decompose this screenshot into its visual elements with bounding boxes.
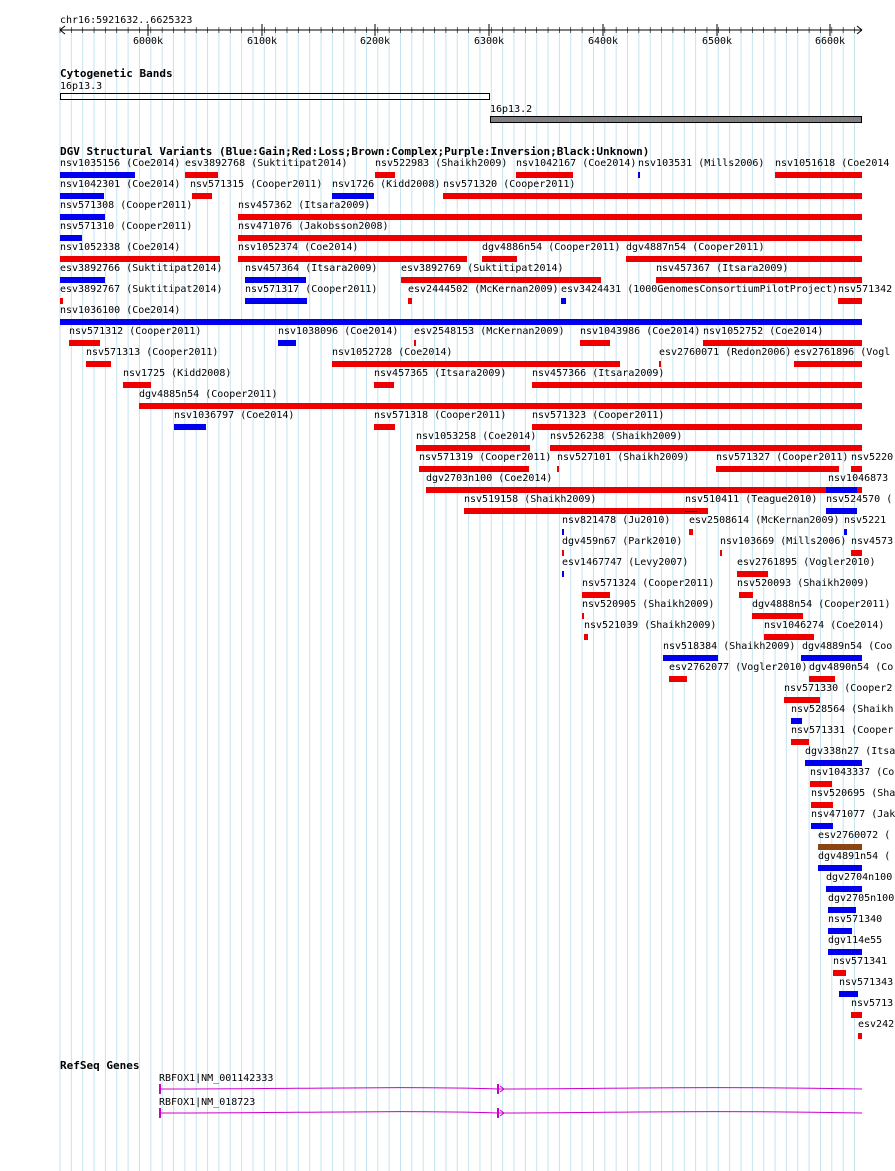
variant-label: dgv4890n54 (Co <box>809 662 894 673</box>
variant-label: dgv4888n54 (Cooper2011) <box>752 599 891 610</box>
variant-label: nsv1042167 (Coe2014) <box>516 158 637 169</box>
variant-label: nsv4573 <box>851 536 894 547</box>
variant-label: nsv571317 (Cooper2011) <box>245 284 378 295</box>
variant-label: nsv571342 <box>838 284 893 295</box>
variant-label: nsv524570 ( <box>826 494 893 505</box>
transcript-model[interactable] <box>159 1108 862 1118</box>
variant-label: nsv520093 (Shaikh2009) <box>737 578 870 589</box>
variant-label: nsv571313 (Cooper2011) <box>86 347 219 358</box>
variant-label: esv2444502 (McKernan2009) <box>408 284 559 295</box>
variant-label: dgv459n67 (Park2010) <box>562 536 683 547</box>
ruler-tick-label: 6300k <box>473 36 505 47</box>
variant-label: dgv4885n54 (Cooper2011) <box>139 389 278 400</box>
variant-label: esv3892767 (Suktitipat2014) <box>60 284 223 295</box>
variant-label: esv2548153 (McKernan2009) <box>414 326 565 337</box>
variant-label: nsv571320 (Cooper2011) <box>443 179 576 190</box>
variant-label: dgv2703n100 (Coe2014) <box>426 473 553 484</box>
variant-label: nsv571327 (Cooper2011) <box>716 452 849 463</box>
variant-label: esv2508614 (McKernan2009) <box>689 515 840 526</box>
variant-label: nsv457366 (Itsara2009) <box>532 368 665 379</box>
variant-label: nsv5713 <box>851 998 894 1009</box>
variant-label: nsv1036100 (Coe2014) <box>60 305 181 316</box>
variant-label: nsv1052728 (Coe2014) <box>332 347 453 358</box>
variant-label: nsv520695 (Sha <box>811 788 895 799</box>
variant-label: nsv1053258 (Coe2014) <box>416 431 537 442</box>
variant-label: nsv5220 <box>851 452 894 463</box>
variant-label: esv1467747 (Levy2007) <box>562 557 689 568</box>
variant-label: dgv338n27 (Itsa <box>805 746 895 757</box>
variant-label: nsv571331 (Cooper <box>791 725 894 736</box>
cytoband-label-16p13-3: 16p13.3 <box>60 81 103 92</box>
variant-label: nsv457365 (Itsara2009) <box>374 368 507 379</box>
variant-label: nsv821478 (Ju2010) <box>562 515 671 526</box>
variant-label: nsv528564 (Shaikh <box>791 704 894 715</box>
cytoband-track-title: Cytogenetic Bands <box>60 67 173 80</box>
region-label: chr16:5921632..6625323 <box>60 15 193 26</box>
variant-label: nsv518384 (Shaikh2009) <box>663 641 796 652</box>
ruler-tick-label: 6500k <box>701 36 733 47</box>
variant-label: nsv527101 (Shaikh2009) <box>557 452 690 463</box>
variant-label: nsv571323 (Cooper2011) <box>532 410 665 421</box>
variant-label: esv2762077 (Vogler2010) <box>669 662 808 673</box>
ruler-tick-label: 6600k <box>814 36 846 47</box>
transcript-model[interactable] <box>159 1084 862 1094</box>
dgv-track-title: DGV Structural Variants (Blue:Gain;Red:Loss;Brown:Complex;Purple:Inversion;Black:Unknown) <box>60 145 650 158</box>
variant-label: esv242 <box>858 1019 895 1030</box>
variant-label: dgv4886n54 (Cooper2011) <box>482 242 621 253</box>
variant-label: esv2760072 ( <box>818 830 891 841</box>
variant-label: nsv571341 <box>833 956 888 967</box>
variant-label: nsv571324 (Cooper2011) <box>582 578 715 589</box>
variant-label: esv2761896 (Vogl <box>794 347 891 358</box>
variant-label: nsv519158 (Shaikh2009) <box>464 494 597 505</box>
variant-label: dgv4891n54 ( <box>818 851 891 862</box>
variant-label: esv2760071 (Redon2006) <box>659 347 792 358</box>
variant-label: nsv1043986 (Coe2014) <box>580 326 701 337</box>
variant-label: nsv5221 <box>844 515 887 526</box>
ruler-tick-label: 6200k <box>359 36 391 47</box>
variant-label: nsv520905 (Shaikh2009) <box>582 599 715 610</box>
variant-label: nsv457364 (Itsara2009) <box>245 263 378 274</box>
variant-label: nsv1725 (Kidd2008) <box>123 368 232 379</box>
refseq-track-title: RefSeq Genes <box>60 1059 140 1072</box>
variant-label: nsv1052374 (Coe2014) <box>238 242 359 253</box>
transcript-label: RBFOX1|NM_001142333 <box>159 1073 274 1084</box>
variant-label: esv3892769 (Suktitipat2014) <box>401 263 564 274</box>
variant-label: nsv571310 (Cooper2011) <box>60 221 193 232</box>
variant-label: nsv1052338 (Coe2014) <box>60 242 181 253</box>
variant-label: nsv1038096 (Coe2014) <box>278 326 399 337</box>
variant-label: dgv4889n54 (Coo <box>802 641 893 652</box>
variant-label: nsv571319 (Cooper2011) <box>419 452 552 463</box>
variant-label: nsv457362 (Itsara2009) <box>238 200 371 211</box>
variant-label: esv3424431 (1000GenomesConsortiumPilotProject) <box>561 284 838 295</box>
ruler-tick-label: 6100k <box>246 36 278 47</box>
variant-label: nsv571340 <box>828 914 883 925</box>
variant-label: nsv571308 (Cooper2011) <box>60 200 193 211</box>
transcript-label: RBFOX1|NM_018723 <box>159 1097 256 1108</box>
cytoband-label-16p13-2: 16p13.2 <box>490 104 533 115</box>
variant-label: nsv1035156 (Coe2014) <box>60 158 181 169</box>
variant-label: dgv114e55 <box>828 935 883 946</box>
ruler-tick-label: 6000k <box>132 36 164 47</box>
variant-label: nsv571343 <box>839 977 894 988</box>
variant-label: dgv2705n100 <box>828 893 895 904</box>
variant-label: nsv1726 (Kidd2008) <box>332 179 441 190</box>
variant-label: nsv471076 (Jakobsson2008) <box>238 221 389 232</box>
variant-label: nsv1052752 (Coe2014) <box>703 326 824 337</box>
variant-label: nsv571318 (Cooper2011) <box>374 410 507 421</box>
variant-label: esv3892766 (Suktitipat2014) <box>60 263 223 274</box>
variant-label: esv2761895 (Vogler2010) <box>737 557 876 568</box>
variant-label: dgv2704n100 <box>826 872 893 883</box>
variant-label: nsv1046274 (Coe2014) <box>764 620 885 631</box>
variant-label: nsv521039 (Shaikh2009) <box>584 620 717 631</box>
variant-label: nsv103531 (Mills2006) <box>638 158 765 169</box>
variant-label: nsv1036797 (Coe2014) <box>174 410 295 421</box>
variant-label: nsv1043337 (Co <box>810 767 895 778</box>
variant-label: nsv1042301 (Coe2014) <box>60 179 181 190</box>
variant-label: nsv526238 (Shaikh2009) <box>550 431 683 442</box>
variant-label: nsv1051618 (Coe2014 <box>775 158 890 169</box>
variant-label: dgv4887n54 (Cooper2011) <box>626 242 765 253</box>
variant-label: nsv471077 (Jak <box>811 809 895 820</box>
variant-label: esv3892768 (Suktitipat2014) <box>185 158 348 169</box>
variant-label: nsv510411 (Teague2010) <box>685 494 818 505</box>
variant-label: nsv522983 (Shaikh2009) <box>375 158 508 169</box>
ruler-tick-label: 6400k <box>587 36 619 47</box>
variant-label: nsv571330 (Cooper2 <box>784 683 893 694</box>
variant-label: nsv457367 (Itsara2009) <box>656 263 789 274</box>
variant-label: nsv571315 (Cooper2011) <box>190 179 323 190</box>
variant-label: nsv103669 (Mills2006) <box>720 536 847 547</box>
variant-label: nsv571312 (Cooper2011) <box>69 326 202 337</box>
variant-label: nsv1046873 <box>828 473 889 484</box>
